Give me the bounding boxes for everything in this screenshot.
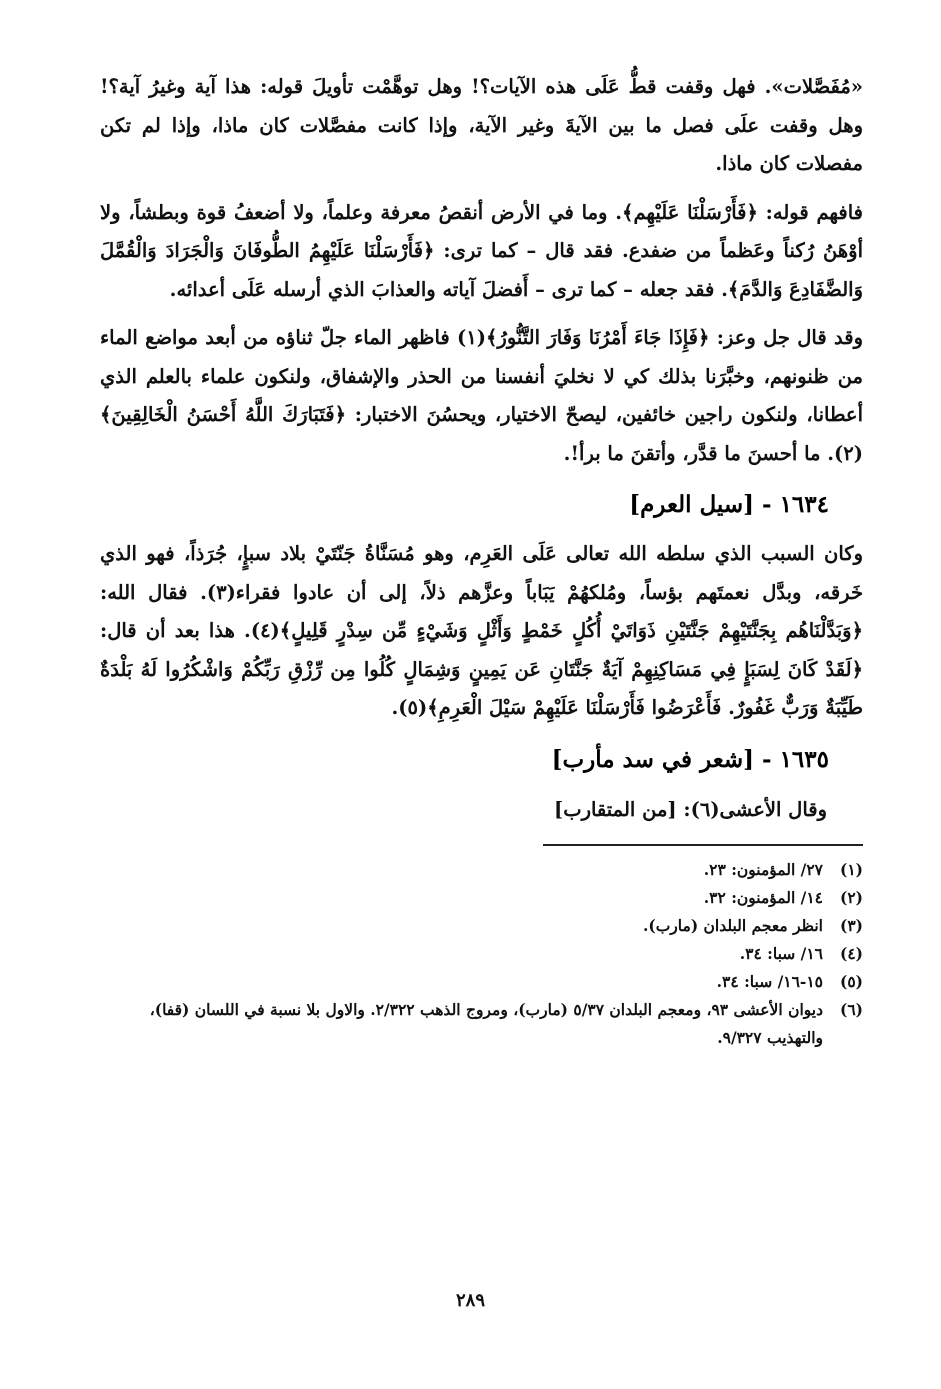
footnote-number: (٤) — [839, 943, 863, 963]
footnote-item — [100, 912, 863, 940]
page-body — [100, 68, 863, 1052]
footnote-text: ١٥-١٦/ سبا: ٣٤. — [716, 971, 823, 991]
footnote-divider — [543, 844, 863, 846]
paragraph-mufassalat: «مُفَصَّلات». فهل وقفت قطُّ عَلَى هذه الآيات؟! وهل توهَّمْت تأويلَ قوله: هذا آية وغيرُ آية؟! وهل وقفت علَى فصل ما بين الآيةَ وغير الآية، وإذا كانت مفصَّلات كان ماذا، وإذا لم تكن مفصلات كان ماذا. — [100, 75, 863, 175]
footnote-number: (٦) — [839, 999, 863, 1019]
section-heading-1634: ١٦٣٤ - [سيل العرم] — [629, 491, 829, 518]
paragraph-frog: فافهم قوله: ﴿فَأَرْسَلْنَا عَلَيْهِم﴾. وما في الأرض أنقصُ معرفة وعلماً، ولا أضعفُ قوة وبطشاً، ولا أوْهَنُ رُكناً وعَظماً من ضفدع. فقد قال – كما ترى: ﴿فَأَرْسَلْنَا عَلَيْهِمُ الطُّوفَانَ وَالْجَرَادَ وَالْقُمَّلَ وَالضَّفَادِعَ وَالدَّمَ﴾. فقد جعله – كما ترى – أَفضلَ آياته والعذابَ الذي أرسله عَلَى أعدائه. — [100, 200, 863, 301]
footnote-text: ديوان الأعشى ٩٣، ومعجم البلدان ٥/٣٧ (مارب)، ومروج الذهب ٢/٣٢٢. والاول بلا نسبة في اللسان (قفا)، والتهذيب ٩/٣٢٧. — [149, 999, 823, 1047]
footnote-number: (٥) — [839, 971, 863, 991]
poem-intro-line: وقال الأعشى(٦): [من المتقارب] — [553, 797, 827, 821]
footnote-item — [100, 884, 863, 912]
footnotes-list — [100, 856, 863, 1052]
page-number: ٢٨٩ — [455, 1290, 485, 1311]
paragraph-flood: وقد قال جل وعز: ﴿فَإِذَا جَاءَ أَمْرُنَا وَفَارَ التَّنُّورُ﴾(١) فاظهر الماء جلّ ثناؤه من أبعد مواضع الماء من ظنونهم، وخبَّرَنا بذلك كي لا نخليَ أنفسنا من الحذر والإشفاق، ولنكون علماء بالعلم الذي أعطانا، ولنكون راجين خائفين، ليصحّ الاختيار، ويحسُنَ الاختبار: ﴿فَتَبَارَكَ اللَّهُ أَحْسَنُ الْخَالِقِينَ﴾(٢). ما أحسنَ ما قدَّر، وأتقنَ ما برأ!. — [100, 326, 863, 465]
paragraph-sayl-alarim: وكان السبب الذي سلطه الله تعالى عَلَى العَرِم، وهو مُسَنَّاةُ جَنّتَيْ بلاد سبإٍ، جُرَذاً، فهو الذي خَرقه، وبدَّل نعمتَهم بؤساً، ومُلكهُمْ يَبَاباً وعزَّهم ذلاً، إلى أن عادوا فقراء(٣). فقال الله: ﴿وَبَدَّلْنَاهُم بِجَنَّتَيْهِمْ جَنَّتَيْنِ ذَوَاتَيْ أُكُلٍ خَمْطٍ وَأَثْلٍ وَشَيْءٍ مِّن سِدْرٍ قَلِيلٍ﴾(٤). هذا بعد أن قال: ﴿لَقَدْ كَانَ لِسَبَإٍ فِي مَسَاكِنِهِمْ آيَةٌ جَنَّتَانِ عَن يَمِينٍ وَشِمَالٍ كُلُوا مِن رِّزْقِ رَبِّكُمْ وَاشْكُرُوا لَهُ بَلْدَةٌ طَيِّبَةٌ وَرَبٌّ غَفُورٌ. فَأَعْرَضُوا فَأَرْسَلْنَا عَلَيْهِمْ سَيْلَ الْعَرِمِ﴾(٥). — [100, 542, 863, 719]
footnote-item — [100, 968, 863, 996]
footnote-number: (٣) — [839, 915, 863, 935]
section-heading-1635: ١٦٣٥ - [شعر في سد مأرب] — [551, 745, 829, 773]
footnote-item — [100, 996, 863, 1052]
footnote-item — [100, 856, 863, 884]
footnote-number: (١) — [839, 859, 863, 879]
footnote-text: ٢٧/ المؤمنون: ٢٣. — [703, 859, 823, 879]
footnote-number: (٢) — [839, 887, 863, 907]
footnote-text: ١٤/ المؤمنون: ٣٢. — [703, 887, 823, 907]
footnote-text: انظر معجم البلدان (مارب). — [642, 915, 823, 935]
footnote-text: ١٦/ سبا: ٣٤. — [739, 943, 823, 963]
footnote-item — [100, 940, 863, 968]
